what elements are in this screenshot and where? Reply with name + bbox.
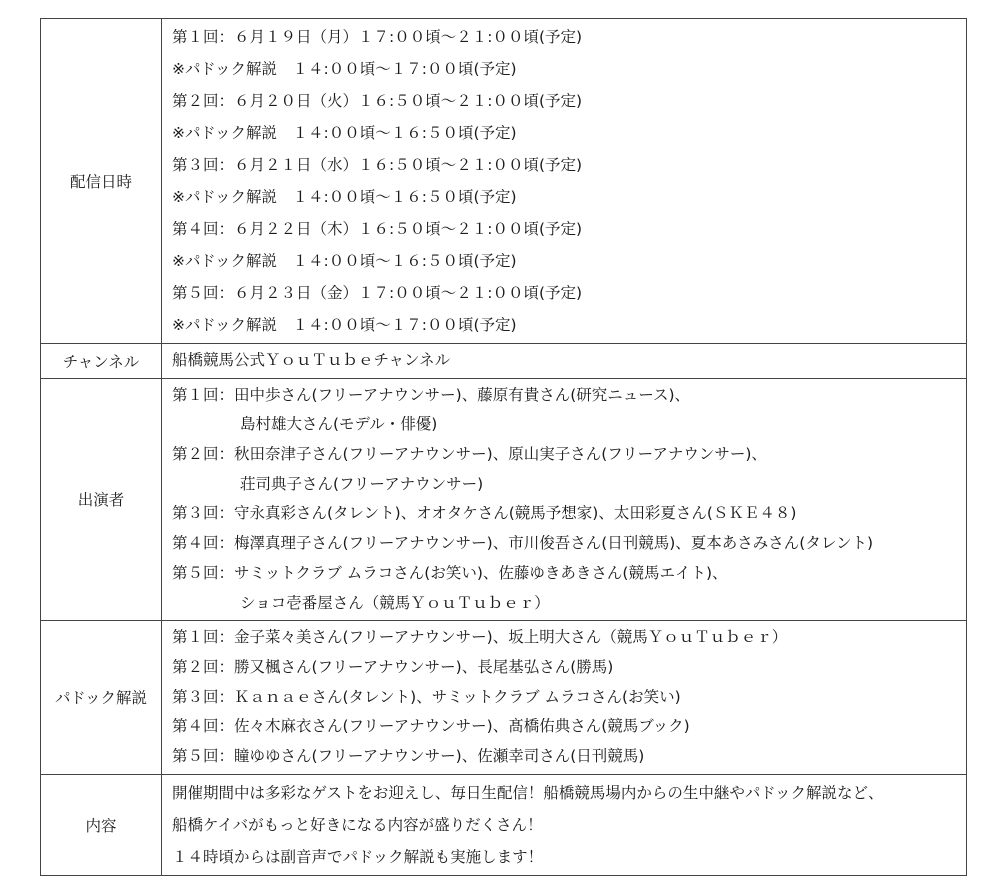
content-line: 開催期間中は多彩なゲストをお迎えし、毎日生配信！船橋競馬場内からの生中継やパドック解説など、	[172, 783, 884, 802]
paddock-time-line: ※パドック解説 １４:００頃～１６:５０頃(予定)	[172, 252, 517, 270]
cast-line: ショコ壱番屋さん（競馬ＹｏｕＴｕｂｅｒ）	[240, 593, 550, 612]
cast-line: 第１回：田中歩さん(フリーアナウンサー)、藤原有貴さん(研究ニュース)、	[172, 385, 691, 404]
row-cast	[41, 378, 967, 621]
label-paddock: パドック解説	[41, 621, 162, 774]
paddock-line: 第３回：Ｋａｎａｅさん(タレント)、サミットクラブ ムラコさん(お笑い)	[172, 687, 681, 706]
row-channel	[41, 344, 967, 379]
label-content: 内容	[41, 774, 162, 875]
cast-line: 第５回：サミットクラブ ムラコさん(お笑い)、佐藤ゆきあきさん(競馬エイト)、	[172, 563, 728, 582]
cast-line: 第２回：秋田奈津子さん(フリーアナウンサー)、原山実子さん(フリーアナウンサー)、	[172, 445, 767, 464]
event-info-table	[40, 18, 967, 876]
content-line: １４時頃からは副音声でパドック解説も実施します！	[172, 847, 544, 866]
schedule-line: 第２回：６月２０日（火）１６:５０頃～２１:００頃(予定)	[172, 92, 583, 110]
schedule-line: 第５回：６月２３日（金）１７:００頃～２１:００頃(予定)	[172, 284, 583, 302]
paddock-time-line: ※パドック解説 １４:００頃～１６:５０頃(予定)	[172, 124, 517, 142]
channel-name: 船橋競馬公式ＹｏｕＴｕｂｅチャンネル	[172, 351, 451, 369]
paddock-line: 第２回：勝又楓さん(フリーアナウンサー)、長尾基弘さん(勝馬)	[172, 657, 614, 676]
label-cast: 出演者	[41, 378, 162, 621]
paddock-line: 第４回：佐々木麻衣さん(フリーアナウンサー)、髙橋佑典さん(競馬ブック)	[172, 717, 690, 736]
cast-line: 第３回：守永真彩さん(タレント)、オオタケさん(競馬予想家)、太田彩夏さん(ＳＫＥ４８)	[172, 504, 797, 523]
label-channel: チャンネル	[41, 344, 162, 379]
schedule-line: 第１回：６月１９日（月）１７:００頃～２１:００頃(予定)	[172, 28, 583, 46]
schedule-line: 第４回：６月２２日（木）１６:５０頃～２１:００頃(予定)	[172, 220, 583, 238]
row-dates	[41, 19, 967, 344]
paddock-cell	[162, 621, 967, 774]
content-line: 船橋ケイバがもっと好きになる内容が盛りだくさん！	[172, 815, 543, 834]
cast-line: 第４回：梅澤真理子さん(フリーアナウンサー)、市川俊吾さん(日刊競馬)、夏本あさみさん(タレント)	[172, 534, 874, 553]
schedule-line: 第３回：６月２１日（水）１６:５０頃～２１:００頃(予定)	[172, 156, 583, 174]
content-cell	[162, 774, 967, 875]
cast-line: 島村雄大さん(モデル・俳優)	[240, 415, 438, 434]
paddock-time-line: ※パドック解説 １４:００頃～１６:５０頃(予定)	[172, 188, 517, 206]
channel-cell	[162, 344, 967, 379]
label-dates: 配信日時	[41, 19, 162, 344]
cast-cell	[162, 378, 967, 621]
paddock-line: 第５回：瞳ゆゆさん(フリーアナウンサー)、佐瀬幸司さん(日刊競馬)	[172, 746, 645, 765]
paddock-line: 第１回：金子菜々美さん(フリーアナウンサー)、坂上明大さん（競馬ＹｏｕＴｕｂｅｒ）	[172, 628, 788, 647]
paddock-time-line: ※パドック解説 １４:００頃～１７:００頃(予定)	[172, 60, 517, 78]
row-paddock	[41, 621, 967, 774]
row-content	[41, 774, 967, 875]
paddock-time-line: ※パドック解説 １４:００頃～１７:００頃(予定)	[172, 316, 517, 334]
dates-cell	[162, 19, 967, 344]
cast-line: 荘司典子さん(フリーアナウンサー)	[240, 474, 484, 493]
